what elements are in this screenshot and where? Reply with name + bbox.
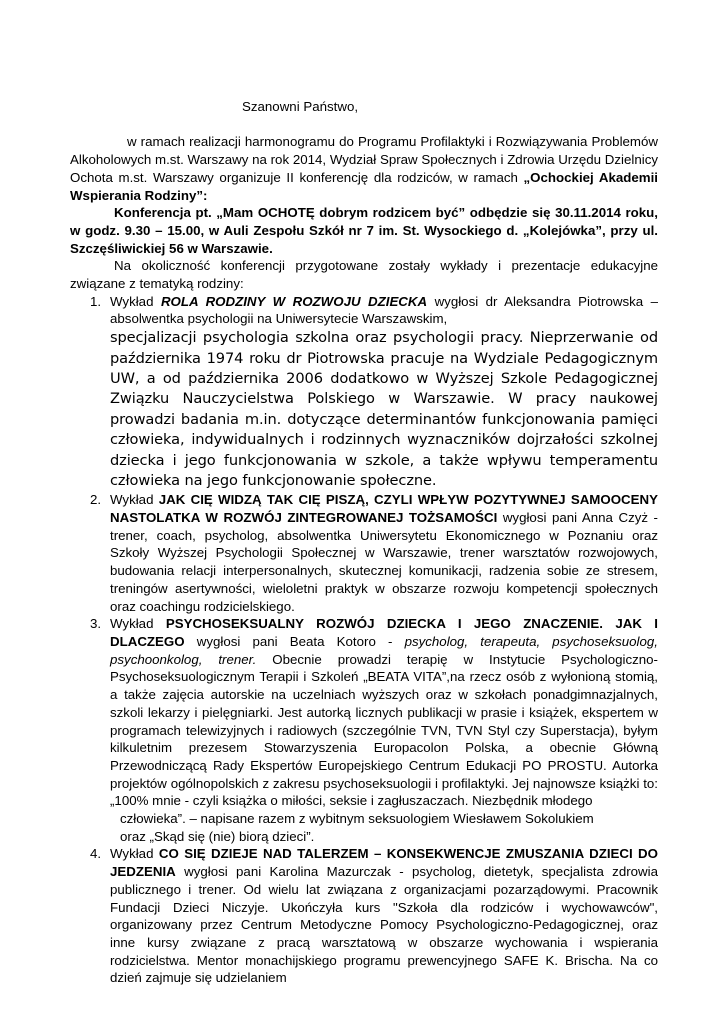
lecture-title: CO SIĘ DZIEJE NAD TALERZEM – KONSEKWENCJE ZMUSZANIA DZIECI DO JEDZENIA [110,846,659,880]
lecture-title: PSYCHOSEKSUALNY ROZWÓJ DZIECKA I JEGO ZNACZENIE. JAK I DLACZEGO [110,616,658,649]
lecture-title: ROLA RODZINY W ROZWOJU DZIECKA [160,293,428,309]
lecture-text: wygłosi pani Anna Czyż - trener, coach, psycholog, absolwentka Uniwersytetu Ekonomicznego w Poznaniu oraz Szkoły Wyższej Psychologii Społecznej w Warszawie, trener warsztatów rozwojowych, budowania relacji interpersonalnych, skutecznej komunikacji, radzenia sobie ze stresem, treningów asertywności, wieloletni praktyk w obszarze rozwoju kompetencji społecznych oraz coachingu rodzicielskiego. [110,510,658,614]
lecture-item-2 [70,491,658,615]
lecture-prefix: Wykład [110,846,159,862]
conference-announcement: Konferencja pt. „Mam OCHOTĘ dobrym rodzicem być” odbędzie się 30.11.2014 roku, w godz. 9.30 – 15.00, w Auli Zespołu Szkół nr 7 im. St. Wysockiego d. „Kolejówka”, przy ul. Szczęśliwickiej 56 w Warszawie. [70,205,658,256]
lecture-text-line: człowieka”. – napisane razem z wybitnym seksuologiem Wiesławem Sokolukiem [120,811,594,827]
intro-text: w ramach realizacji harmonogramu do Programu Profilaktyki i Rozwiązywania Problemów Alkoholowych m.st. Warszawy na rok 2014, Wydział Spraw Społecznych i Zdrowia Urzędu Dzielnicy Ochota m.st. Warszawy organizuje II konferencję dla rodziców, w ramach [70,134,658,185]
lecture-text: wygłosi pani Karolina Mazurczak - psycholog, dietetyk, specjalista zdrowia publicznego i trener. Od wielu lat związana z organizacjami pozarządowymi. Pracownik Fundacji Dzieci Niczyje. Ukończyła kurs "Szkoła dla rodziców i wychowawców", organizowany przez Centrum Metodyczne Pomocy Psychologiczno-Pedagogicznej, oraz inne kursy związane z pracą warsztatową w obszarze wychowania i wspierania rodzicielstwa. Mentor monachijskiego programu prewencyjnego SAFE K. Brischa. Na co dzień zajmuje się udzielaniem [110,864,658,986]
lecture-text-italic: psycholog, terapeuta, psychoseksuolog, psychoonkolog, trener. [110,634,658,667]
lecture-list [70,293,658,987]
lecture-title: JAK CIĘ WIDZĄ TAK CIĘ PISZĄ, CZYLI WPŁYW POZYTYWNEJ SAMOOCENY NASTOLATKA W ROZWÓJ ZINTEGROWANEJ TOŻSAMOŚCI [110,492,658,526]
intro-paragraph [70,133,658,204]
document-page [70,98,658,987]
lecture-number: 3. [90,616,102,632]
lecture-text-cont: Obecnie prowadzi terapię w Instytucie Psychologiczno-Psychoseksuologicznym Terapii i Szkoleń „BEATA VITA”,na rzecz osób z wyłonioną stomią, a także zajęcia autorskie na uczelniach wyższych oraz w szkołach ponadgimnazjalnych, szkoli lekarzy i pielęgniarki. Jest autorką licznych publikacji w prasie i książek, ekspertem w programach telewizyjnych i radiowych (szczególnie TVN, TVN Styl czy Superstacja), byłym kilkuletnim prezesem Stowarzyszenia Europacolon Polska, a obecnie Główną Przewodniczącą Rady Ekspertów Europejskiego Centrum Edukacji PO PROSTU. Autorka projektów ogólnopolskich z zakresu psychoseksuologii i profilaktyki. Jej najnowsze książki to: „100% mnie - czyli książka o miłości, seksie i zagłuszaczach. Niezbędnik młodego [110,651,658,809]
intro-paragraph-2: Na okoliczność konferencji przygotowane zostały wykłady i prezentacje edukacyjne związane z tematyką rodziny: [70,258,658,292]
lecture-text-line: oraz „Skąd się (nie) biorą dzieci”. [120,828,315,844]
lecture-number: 4. [90,846,102,862]
lecture-prefix: Wykład [110,616,166,632]
lecture-item-1 [70,293,658,492]
lecture-item-3 [70,615,658,845]
lecture-item-4 [70,845,658,987]
lecture-number: 1. [90,293,102,309]
lecture-prefix: Wykład [110,293,161,309]
lecture-number: 2. [90,492,102,508]
lecture-text: wygłosi pani Beata Kotoro - [184,634,405,649]
academy-name: „Ochockiej Akademii Wspierania Rodziny”: [70,169,659,203]
lecture-text: wygłosi dr Aleksandra Piotrowska – absolwentka psychologii na Uniwersytecie Warszawskim, [110,293,659,327]
lecture-text-cont: specjalizacji psychologia szkolna oraz psychologii pracy. Nieprzerwanie od października 1974 roku dr Piotrowska pracuje na Wydziale Pedagogicznym UW, a od października 2006 dodatkowo w Wyższej Szkole Pedagogicznej Związku Nauczycielstwa Polskiego w Warszawie. W pracy naukowej prowadzi badania m.in. dotyczące determinantów funkcjonowania pamięci człowieka, indywidualnych i rodzinnych wyznaczników dojrzałości szkolnej dziecka i jego funkcjonowania w szkole, a także wpływu temperamentu człowieka na jego funkcjonowanie społeczne. [110,329,658,489]
greeting: Szanowni Państwo, [242,99,359,114]
lecture-prefix: Wykład [110,492,159,508]
